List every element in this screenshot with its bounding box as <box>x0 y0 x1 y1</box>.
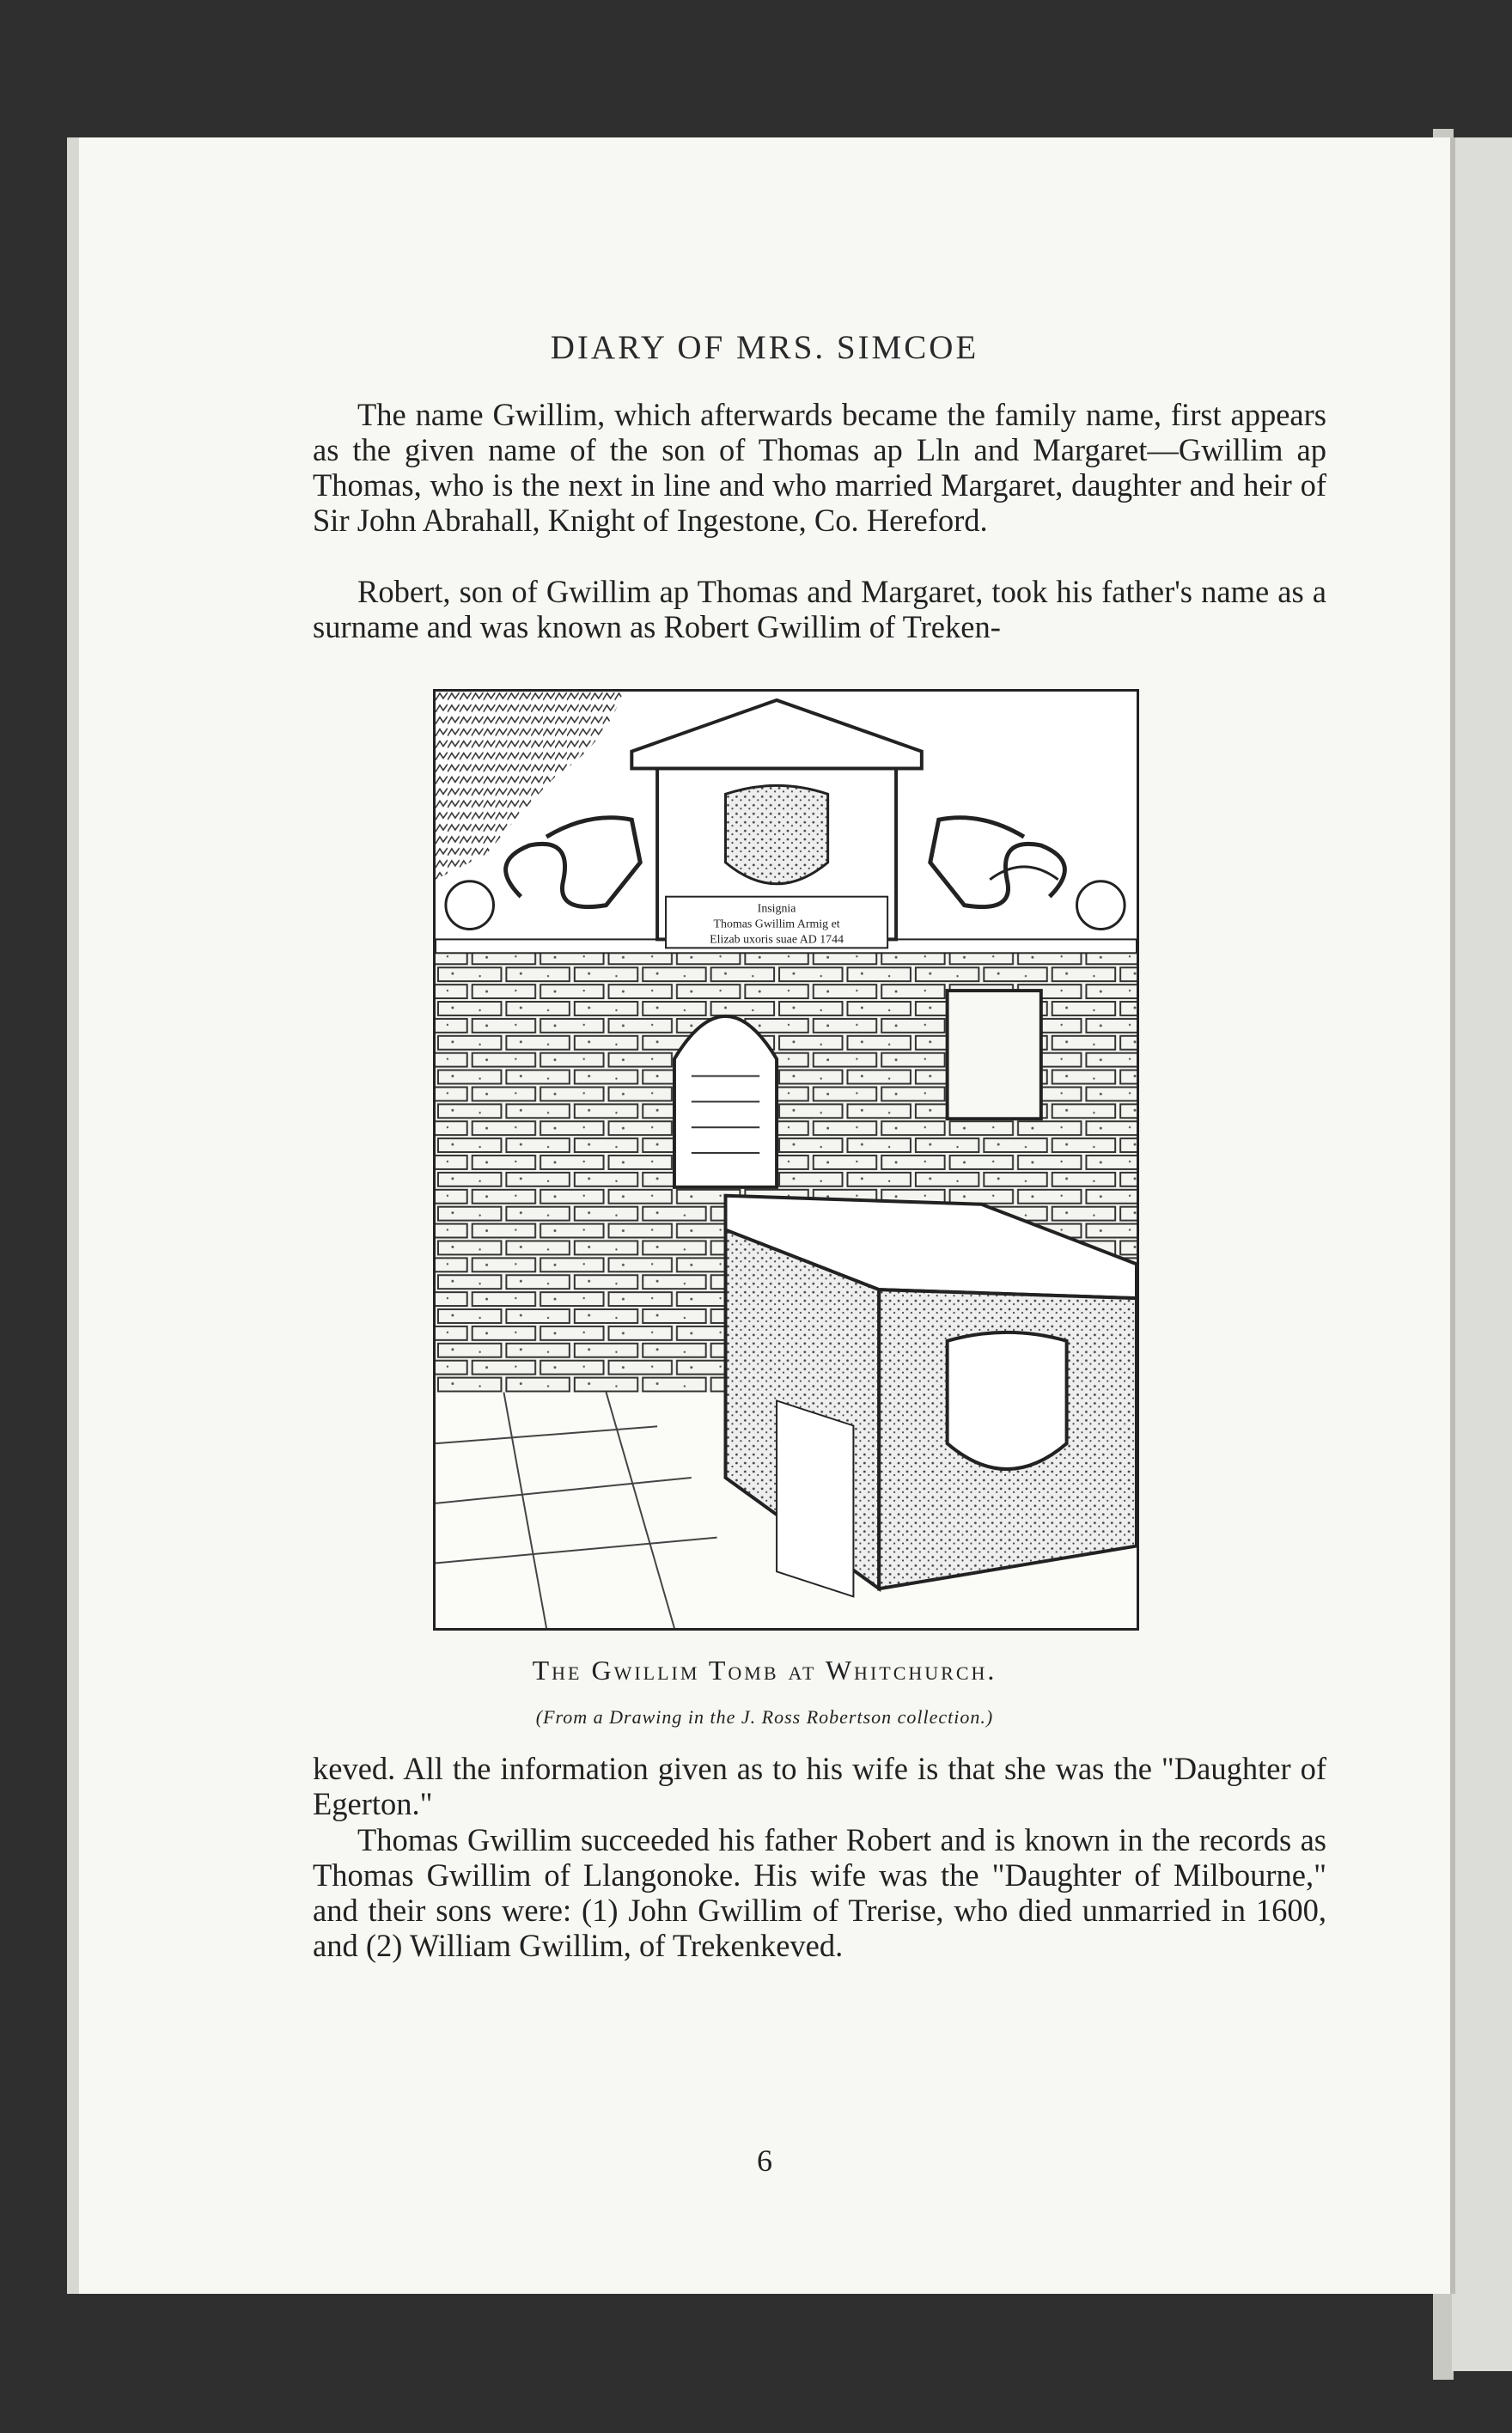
wall-niche <box>948 991 1041 1119</box>
paragraph-robert: Robert, son of Gwillim ap Thomas and Margaret, took his father's name as a surname and was known as Robert Gwillim of Treken- <box>313 574 1326 644</box>
figure-source-note: (From a Drawing in the J. Ross Robertson collection.) <box>535 1706 994 1728</box>
tomb-shield-carving <box>948 1332 1067 1469</box>
paragraph-keved: keved. All the information given as to his wife is that she was the "Daughter of Egerton." <box>313 1751 1326 1821</box>
adjacent-page <box>1452 137 1512 2371</box>
page-number: 6 <box>757 2143 772 2178</box>
tomb-illustration <box>433 689 1139 1631</box>
tree-foliage <box>436 692 623 880</box>
tomb-inscription <box>777 1400 853 1596</box>
tomb-drawing <box>436 692 1137 1628</box>
gable-pediment <box>631 700 922 769</box>
plaque-line-2: Thomas Gwillim Armig et <box>713 918 840 931</box>
scroll-left <box>506 818 641 907</box>
scroll-right <box>930 818 1065 907</box>
plaque-line-1: Insignia <box>757 902 796 916</box>
plaque-line-3: Elizab uxoris suae AD 1744 <box>710 933 844 947</box>
figure-caption: The Gwillim Tomb at Whitchurch. <box>532 1655 997 1686</box>
running-header: DIARY OF MRS. SIMCOE <box>550 329 979 366</box>
paragraph-thomas-gwillim: Thomas Gwillim succeeded his father Robert and is known in the records as Thomas Gwillim of Llangonoke. His wife was the "Daughter of Milbourne," and their sons were: (1) John Gwillim of Trerise, who died unmarried in 1600, and (2) William Gwillim, of Trekenkeved. <box>313 1822 1326 1963</box>
shield <box>726 785 828 883</box>
book-page <box>67 137 1450 2294</box>
paragraph-gwillim-name: The name Gwillim, which afterwards became the family name, first appears as the given name of the son of Thomas ap Lln and Margaret—Gwillim ap Thomas, who is the next in line and who married Margaret, daughter and heir of Sir John Abrahall, Knight of Ingestone, Co. Hereford. <box>313 397 1326 538</box>
